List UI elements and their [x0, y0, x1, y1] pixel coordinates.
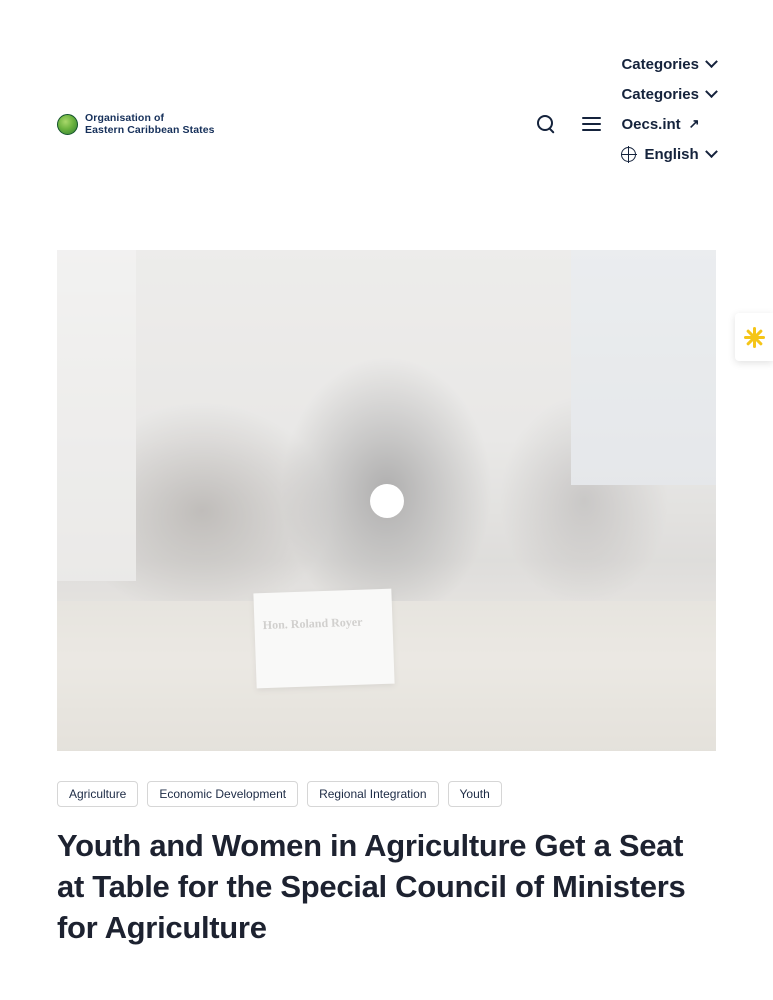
- search-icon[interactable]: [536, 114, 556, 134]
- article-header: [57, 751, 716, 949]
- primary-navigation: [621, 56, 716, 163]
- tag-youth[interactable]: Youth: [448, 781, 502, 807]
- chevron-down-icon: [705, 55, 718, 68]
- play-button-icon[interactable]: [370, 484, 404, 518]
- logo-text: [85, 112, 215, 137]
- nav-item-oecs-int[interactable]: [621, 116, 699, 133]
- menu-line: [582, 117, 601, 119]
- logo-line-2: Eastern Caribbean States: [85, 124, 215, 137]
- logo-line-1: Organisation of: [85, 112, 165, 124]
- chevron-down-icon: [705, 145, 718, 158]
- nav-label: Oecs.int: [621, 116, 681, 133]
- globe-logo-icon: [57, 114, 78, 135]
- menu-line: [582, 129, 601, 131]
- chevron-down-icon: [705, 85, 718, 98]
- menu-line: [582, 123, 601, 125]
- tag-agriculture[interactable]: Agriculture: [57, 781, 138, 807]
- hamburger-menu-icon[interactable]: [582, 117, 601, 131]
- header-icon-group: [536, 114, 601, 134]
- site-header: [0, 0, 773, 250]
- sparkle-badge-button[interactable]: [735, 313, 773, 361]
- page-title: Youth and Women in Agriculture Get a Seat at Table for the Special Council of Ministers for Agriculture: [57, 828, 686, 946]
- article-tag-list: [57, 781, 716, 807]
- nav-item-categories-1[interactable]: [621, 56, 716, 73]
- hero-media[interactable]: [57, 250, 716, 751]
- tag-regional-integration[interactable]: Regional Integration: [307, 781, 438, 807]
- nav-item-language-english[interactable]: [621, 146, 715, 163]
- site-logo[interactable]: [57, 112, 215, 137]
- globe-icon: [621, 147, 636, 162]
- nav-label: Categories: [621, 86, 699, 103]
- nav-label: English: [644, 146, 699, 163]
- sparkle-icon: [743, 326, 765, 348]
- nav-label: Categories: [621, 56, 699, 73]
- tag-economic-development[interactable]: Economic Development: [147, 781, 298, 807]
- arrow-up-right-icon: ↗: [688, 115, 700, 131]
- nav-item-categories-2[interactable]: [621, 86, 716, 103]
